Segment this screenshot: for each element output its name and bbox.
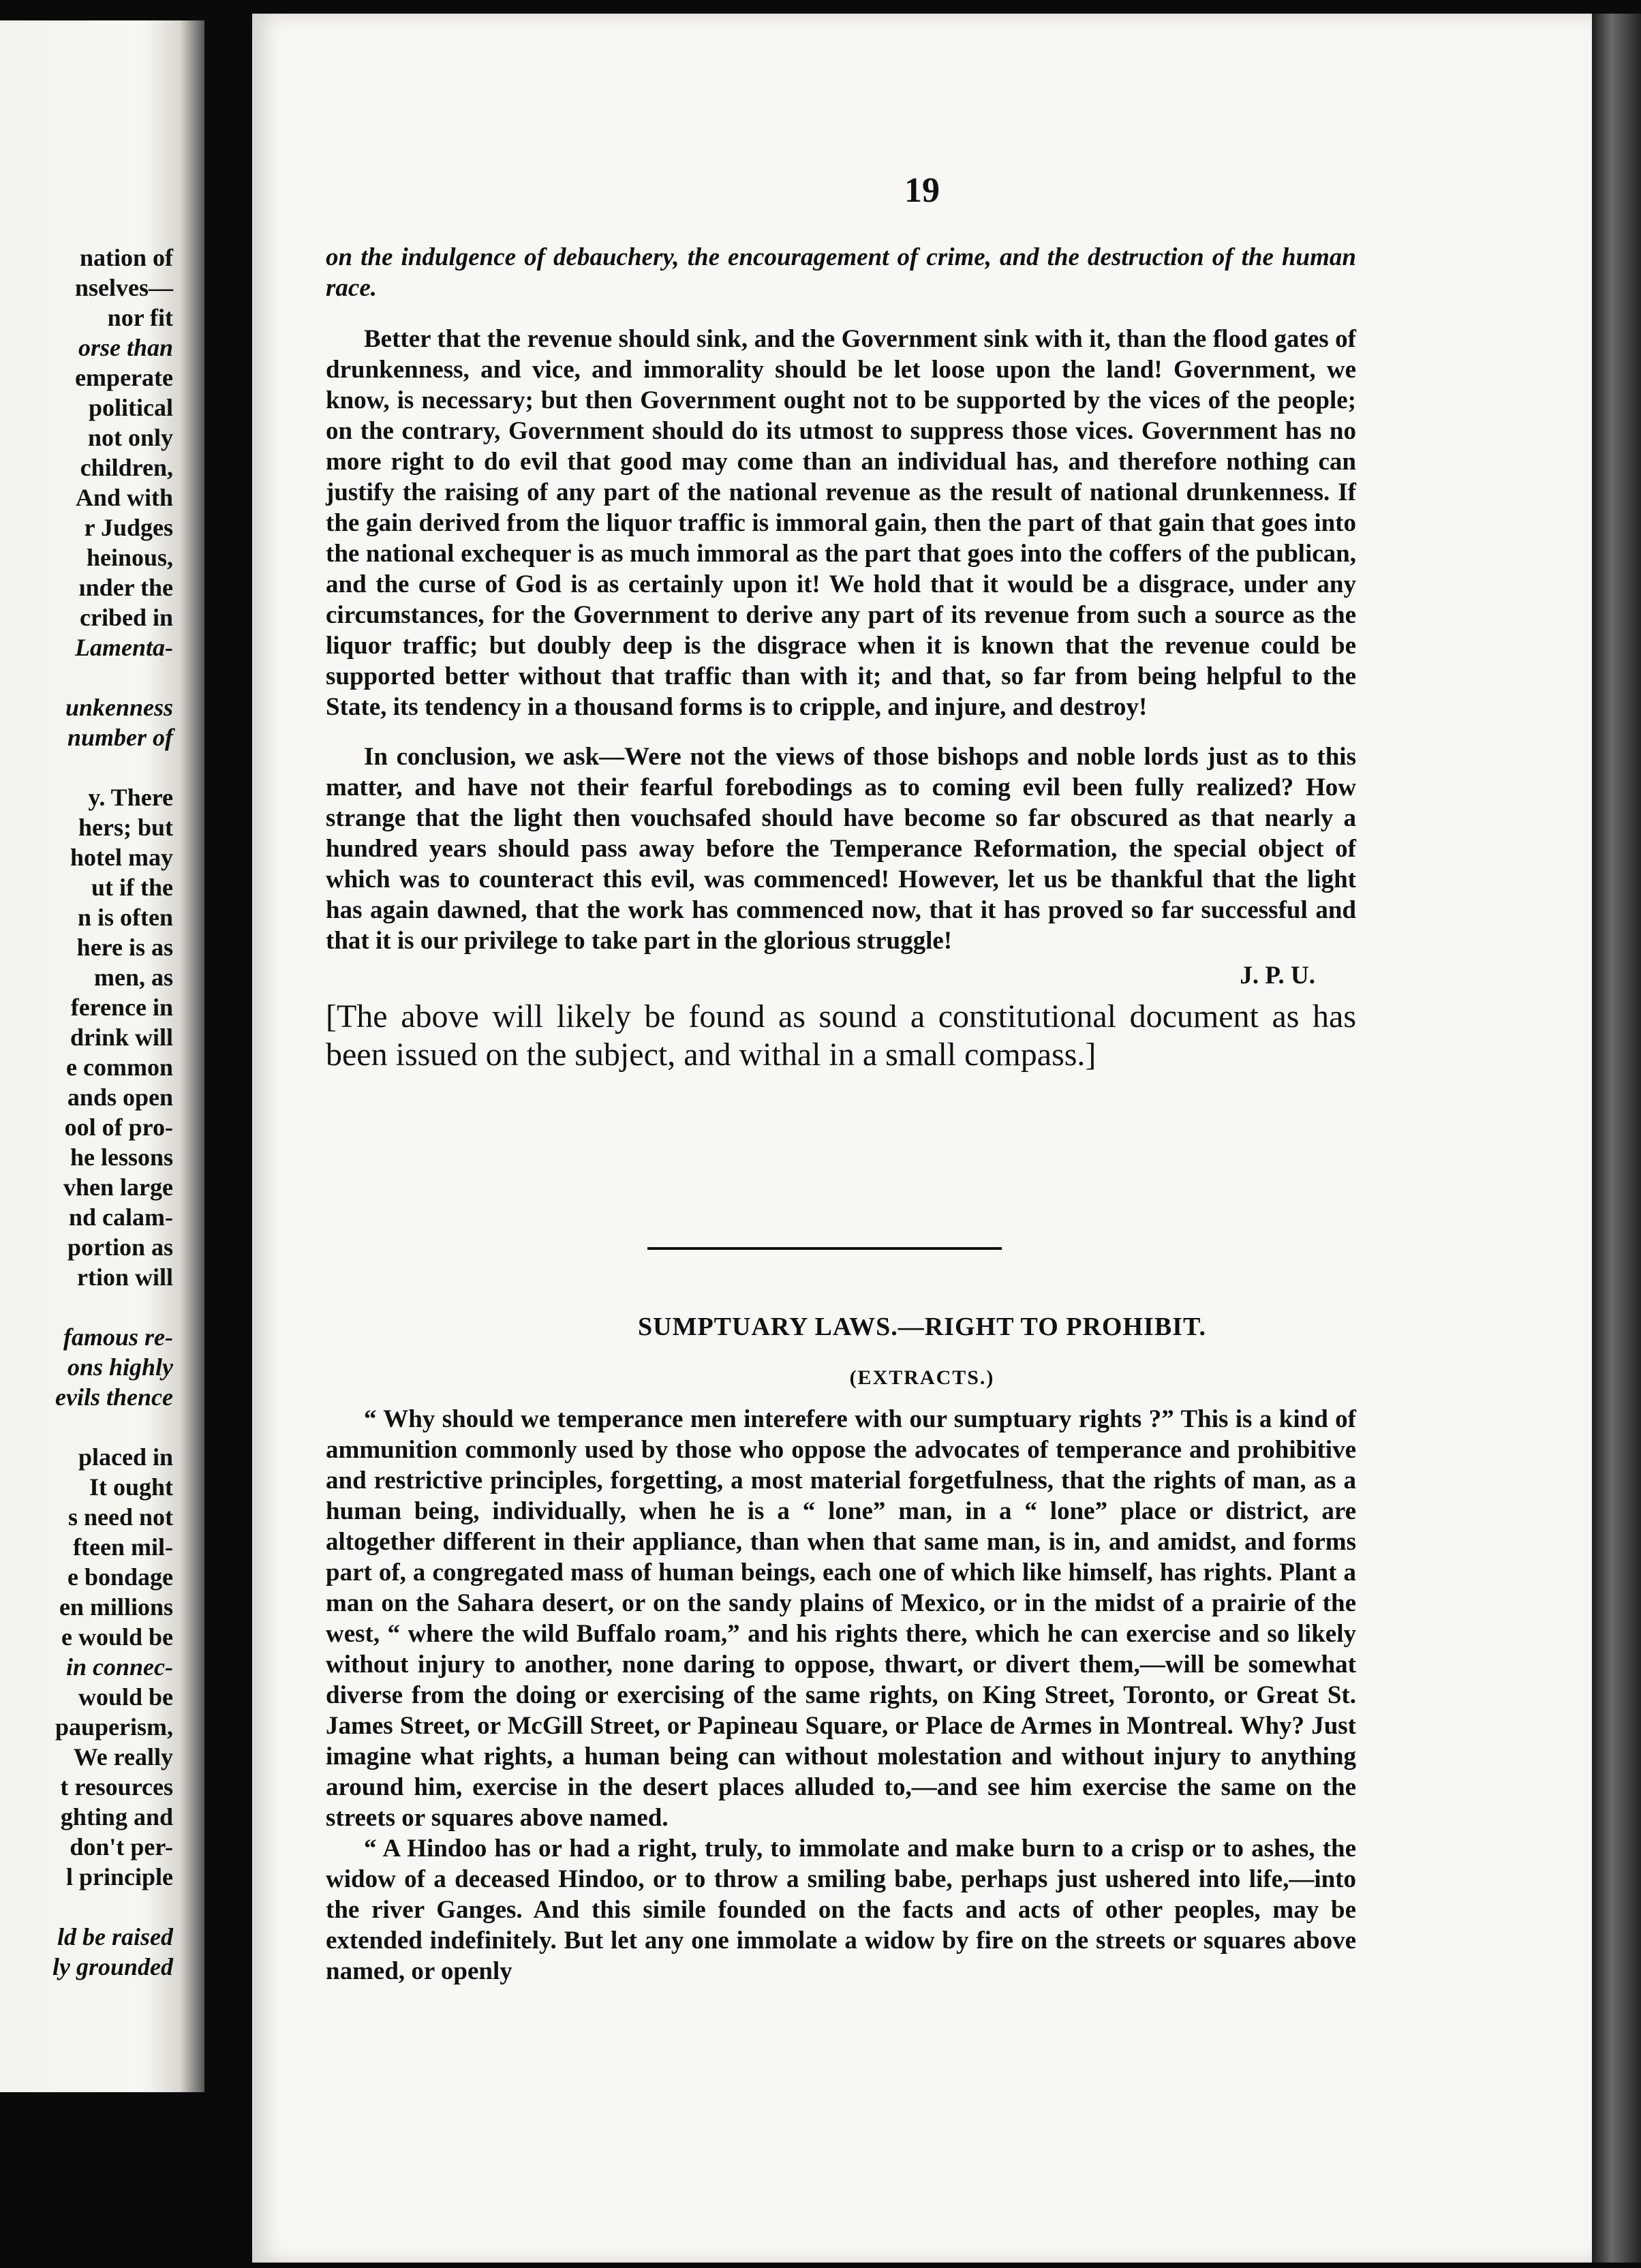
left-page-line: fteen mil- — [73, 1533, 173, 1561]
left-page-line: orse than — [78, 334, 173, 361]
paragraph-conclusion: In conclusion, we ask—Were not the views of those bishops and noble lords just as to this matter, and have not their fearful forebodings as to coming evil been fully realized? How strange that the light then vouchsafed should have become so far obscured as that nearly a hundred years should pass away before the Temperance Reformation, the special object of which was to counteract this evil, was commenced! However, let us be thankful that the light has again dawned, that the work has commenced now, that it has proved so far successful and that it is our privilege to take part in the glorious struggle! — [326, 743, 1356, 955]
book-page — [252, 14, 1592, 2263]
left-page-line: nation of — [79, 244, 173, 271]
left-page-line: men, as — [94, 964, 173, 991]
left-page-line: hers; but — [78, 814, 173, 841]
editor-note: [The above will likely be found as sound a constitutional document as has been issued on the subject, and withal in a small compass.] — [326, 998, 1356, 1073]
left-page-line: nor fit — [107, 304, 173, 331]
left-page-line: y. There — [88, 784, 173, 811]
left-page-line: en millions — [59, 1593, 173, 1621]
left-page-line: don't per- — [70, 1833, 173, 1860]
section-title: SUMPTUARY LAWS.—RIGHT TO PROHIBIT. — [638, 1313, 1206, 1341]
left-page-line: s need not — [67, 1503, 173, 1531]
signature: J. P. U. — [1240, 962, 1315, 990]
left-page-line: not only — [87, 424, 173, 451]
left-page-line: political — [89, 394, 173, 421]
paragraph-revenue: Better that the revenue should sink, and the Government sink with it, than the flood gates of drunkenness, and vice, and immorality should be let loose upon the land! Government, we know, is necessary; but then Government ought not to be supported by the vices of the people; on the contrary, Government should do its utmost to suppress those vices. Government has no more right to do evil that good may come than an individual has, and therefore nothing can justify the raising of any part of the national revenue as the result of national drunkenness. If the gain derived from the liquor traffic is immoral gain, then the part of that gain that goes into the national exchequer is as much immoral as the part that goes into the coffers of the publican, and the curse of God is as certainly upon it! We hold that it would be a disgrace, under any circumstances, for the Government to derive any part of its revenue from such a source as the liquor traffic; but doubly deep is the disgrace when it is known that the revenue could be supported better without that traffic than with it; and that, so far from being helpful to the State, its tendency in a thousand forms is to cripple, and injure, and destroy! — [326, 325, 1356, 721]
facing-left-page — [0, 20, 204, 2092]
left-page-line: r Judges — [84, 514, 173, 541]
left-page-line: number of — [67, 724, 173, 751]
left-page-line: pauperism, — [55, 1713, 173, 1741]
left-page-line: It ought — [89, 1473, 173, 1501]
left-page-line: And with — [75, 484, 173, 511]
left-page-line: heinous, — [86, 544, 173, 571]
left-page-line: ınder the — [78, 574, 173, 601]
left-page-line: children, — [80, 454, 173, 481]
left-page-line: l principle — [65, 1863, 173, 1890]
page-body-bottom — [326, 1404, 1356, 1987]
left-page-line — [0, 1412, 173, 1442]
left-page-line: would be — [78, 1683, 173, 1711]
left-page-line: ands open — [67, 1084, 173, 1111]
left-page-line: unkenness — [65, 694, 173, 721]
section-divider-rule — [647, 1247, 1002, 1250]
opening-italic-line: on the indulgence of debauchery, the encouragement of crime, and the destruction of the human race. — [326, 243, 1356, 302]
left-page-line: Lamenta- — [75, 634, 173, 661]
page-body-top — [326, 242, 1356, 1074]
left-page-line: emperate — [75, 364, 173, 391]
left-page-line: in connec- — [66, 1653, 173, 1681]
left-page-line: famous re- — [63, 1323, 173, 1351]
left-page-line: e would be — [61, 1623, 173, 1651]
left-page-line — [0, 1292, 173, 1322]
left-page-line: he lessons — [70, 1144, 173, 1171]
left-page-line: placed in — [78, 1443, 173, 1471]
left-page-line: evils thence — [55, 1383, 173, 1411]
left-page-line: ference in — [70, 994, 173, 1021]
left-page-line: ly grounded — [52, 1953, 173, 1980]
paragraph-sumptuary-rights: “ Why should we temperance men interefere with our sumptuary rights ?” This is a kind of ammunition commonly used by those who oppose the advocates of temperance and prohibitive and restrictive principles, forgetting, a most material forgetfulness, that the rights of man, as a human being, individually, when he is a “ lone” man, in a “ lone” place or district, are altogether different in their appliance, than when that same man, is in, and amidst, and forms part of, a congregated mass of human beings, each one of which like himself, has rights. Plant a man on the Sahara desert, or on the sandy plains of Mexico, or in the midst of a prairie of the west, “ where the wild Buffalo roam,” and his rights there, which he can exercise and so likely without injury to another, none daring to oppose, thwart, or divert them,—will be somewhat diverse from the doing or exercising of the same rights, on King Street, Toronto, or Great St. James Street, or McGill Street, or Papineau Square, or Place de Armes in Montreal. Why? Just imagine what rights, a human being can without molestation and without injury to anything around him, exercise in the desert places alluded to,—and see him exercise the same on the streets or squares above named. — [326, 1405, 1356, 1832]
page-edge-shadow — [1592, 14, 1641, 2263]
left-page-line: ons highly — [67, 1353, 173, 1381]
left-page-line: nselves— — [75, 274, 173, 301]
left-page-line: We really — [73, 1743, 173, 1771]
left-page-line: n is often — [77, 904, 173, 931]
left-page-text-fragments — [0, 243, 173, 1982]
left-page-line — [0, 662, 173, 692]
left-page-line: drink will — [70, 1024, 173, 1051]
left-page-line: e bondage — [67, 1563, 173, 1591]
left-page-line: nd calam- — [69, 1204, 173, 1231]
left-page-line: ool of pro- — [64, 1114, 173, 1141]
left-page-line: portion as — [67, 1233, 173, 1261]
left-page-line: cribed in — [79, 604, 173, 631]
left-page-line: vhen large — [63, 1174, 173, 1201]
left-page-line: rtion will — [77, 1263, 173, 1291]
paragraph-hindoo: “ A Hindoo has or had a right, truly, to immolate and make burn to a crisp or to ashes, the widow of a deceased Hindoo, or to throw a smiling babe, perhaps just ushered into life,—into the river Ganges. And this simile founded on the facts and acts of other peoples, may be extended indefinitely. But let any one immolate a widow by fire on the streets or squares above named, or openly — [326, 1835, 1356, 1985]
left-page-line — [0, 752, 173, 782]
left-page-line: ut if the — [91, 874, 173, 901]
left-page-line: ghting and — [60, 1803, 173, 1830]
left-page-line — [0, 1892, 173, 1922]
left-page-line: ld be raised — [57, 1923, 173, 1950]
left-page-line: e common — [66, 1054, 173, 1081]
left-page-line: t resources — [60, 1773, 173, 1800]
section-subtitle: (EXTRACTS.) — [849, 1366, 995, 1389]
page-number: 19 — [904, 171, 940, 210]
left-page-line: hotel may — [70, 844, 173, 871]
left-page-line: here is as — [76, 934, 173, 961]
